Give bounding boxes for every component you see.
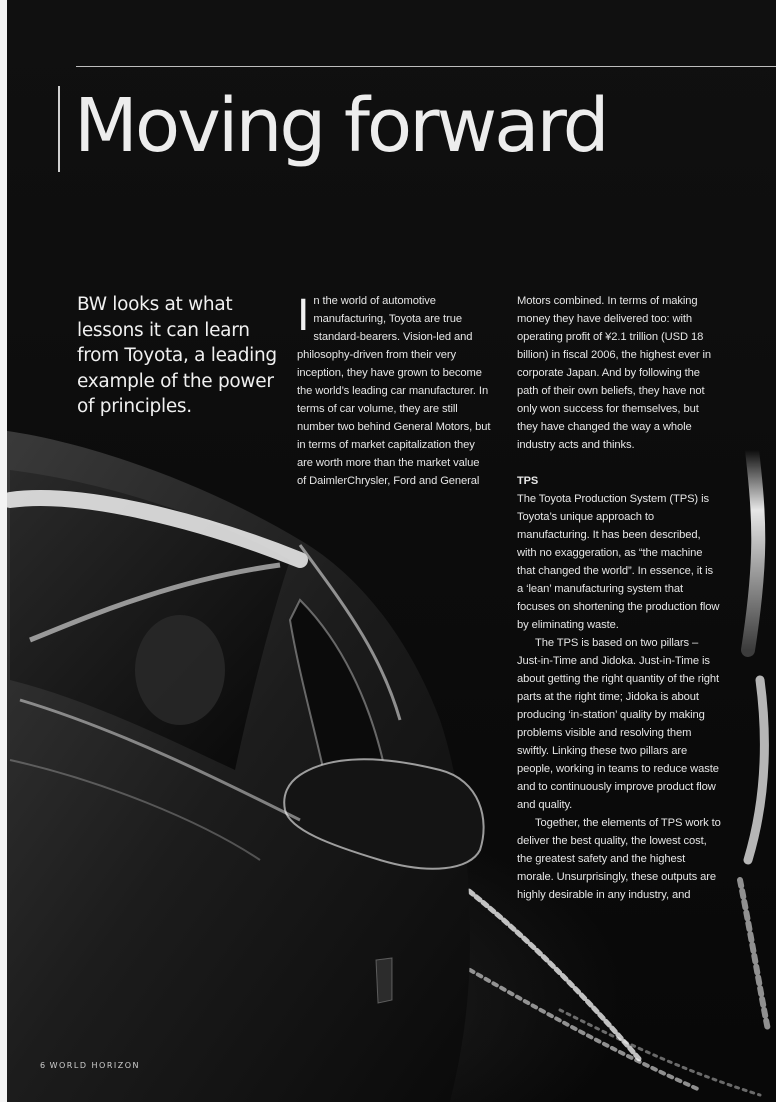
- body-column-2: [517, 292, 722, 904]
- paragraph: The Toyota Production System (TPS) is Toyota’s unique approach to manufacturing. It has been described, with no exaggeration, as “the machine that changed the world”. In essence, it is a ‘lean’ manufacturing system that focuses on shortening the production flow by eliminating waste.: [517, 493, 720, 631]
- top-rule: [76, 66, 776, 67]
- article-lede: BW looks at what lessons it can learn from Toyota, a leading example of the power of principles.: [77, 294, 277, 417]
- section-heading: TPS: [517, 475, 539, 487]
- paragraph-text: n the world of automotive manufacturing, Toyota are true standard-bearers. Vision-led and philosophy-driven from their very inception, they have grown to become the world’s leading car manufacturer. In terms of car volume, they are still number two behind General Motors, but in terms of market capitalization they are worth more than the market value of DaimlerChrysler, Ford and General: [297, 295, 491, 487]
- light-streak: [560, 1010, 760, 1095]
- page-edge: [0, 0, 7, 1102]
- light-streak: [740, 880, 768, 1030]
- paragraph: The TPS is based on two pillars – Just-in-Time and Jidoka. Just-in-Time is about getting the right quantity of the right parts at the right time; Jidoka is about producing ‘in-station’ quality by making problems visible and resolving them swiftly. Linking these two pillars are people, working in teams to reduce waste and to continuously improve product flow and quality.: [517, 637, 719, 811]
- drop-cap: I: [297, 289, 310, 340]
- light-streak: [455, 880, 640, 1060]
- light-streak: [748, 680, 764, 860]
- title-rule: [58, 86, 60, 172]
- paragraph: Motors combined. In terms of making money they have delivered too: with operating profit of ¥2.1 trillion (USD 18 billion) in fiscal 2006, the highest ever in corporate Japan. And by following the path of their own beliefs, they have not only won success for themselves, but they have changed the way a whole industry acts and thinks.: [517, 295, 711, 451]
- publication-name: WORLD HORIZON: [49, 1061, 141, 1070]
- paragraph: Together, the elements of TPS work to deliver the best quality, the lowest cost, the greatest safety and the highest morale. Unsurprisingly, these outputs are highly desirable in any industry, and: [517, 817, 721, 901]
- article-title: Moving forward: [74, 83, 607, 169]
- page-number: 6: [40, 1061, 47, 1070]
- body-column-1: [297, 289, 491, 490]
- car-door-handle: [376, 958, 392, 1003]
- driver-silhouette: [135, 615, 225, 725]
- light-streak: [470, 970, 700, 1090]
- light-streak: [748, 450, 758, 650]
- paragraph: [297, 289, 491, 490]
- page-footer: [40, 1061, 140, 1070]
